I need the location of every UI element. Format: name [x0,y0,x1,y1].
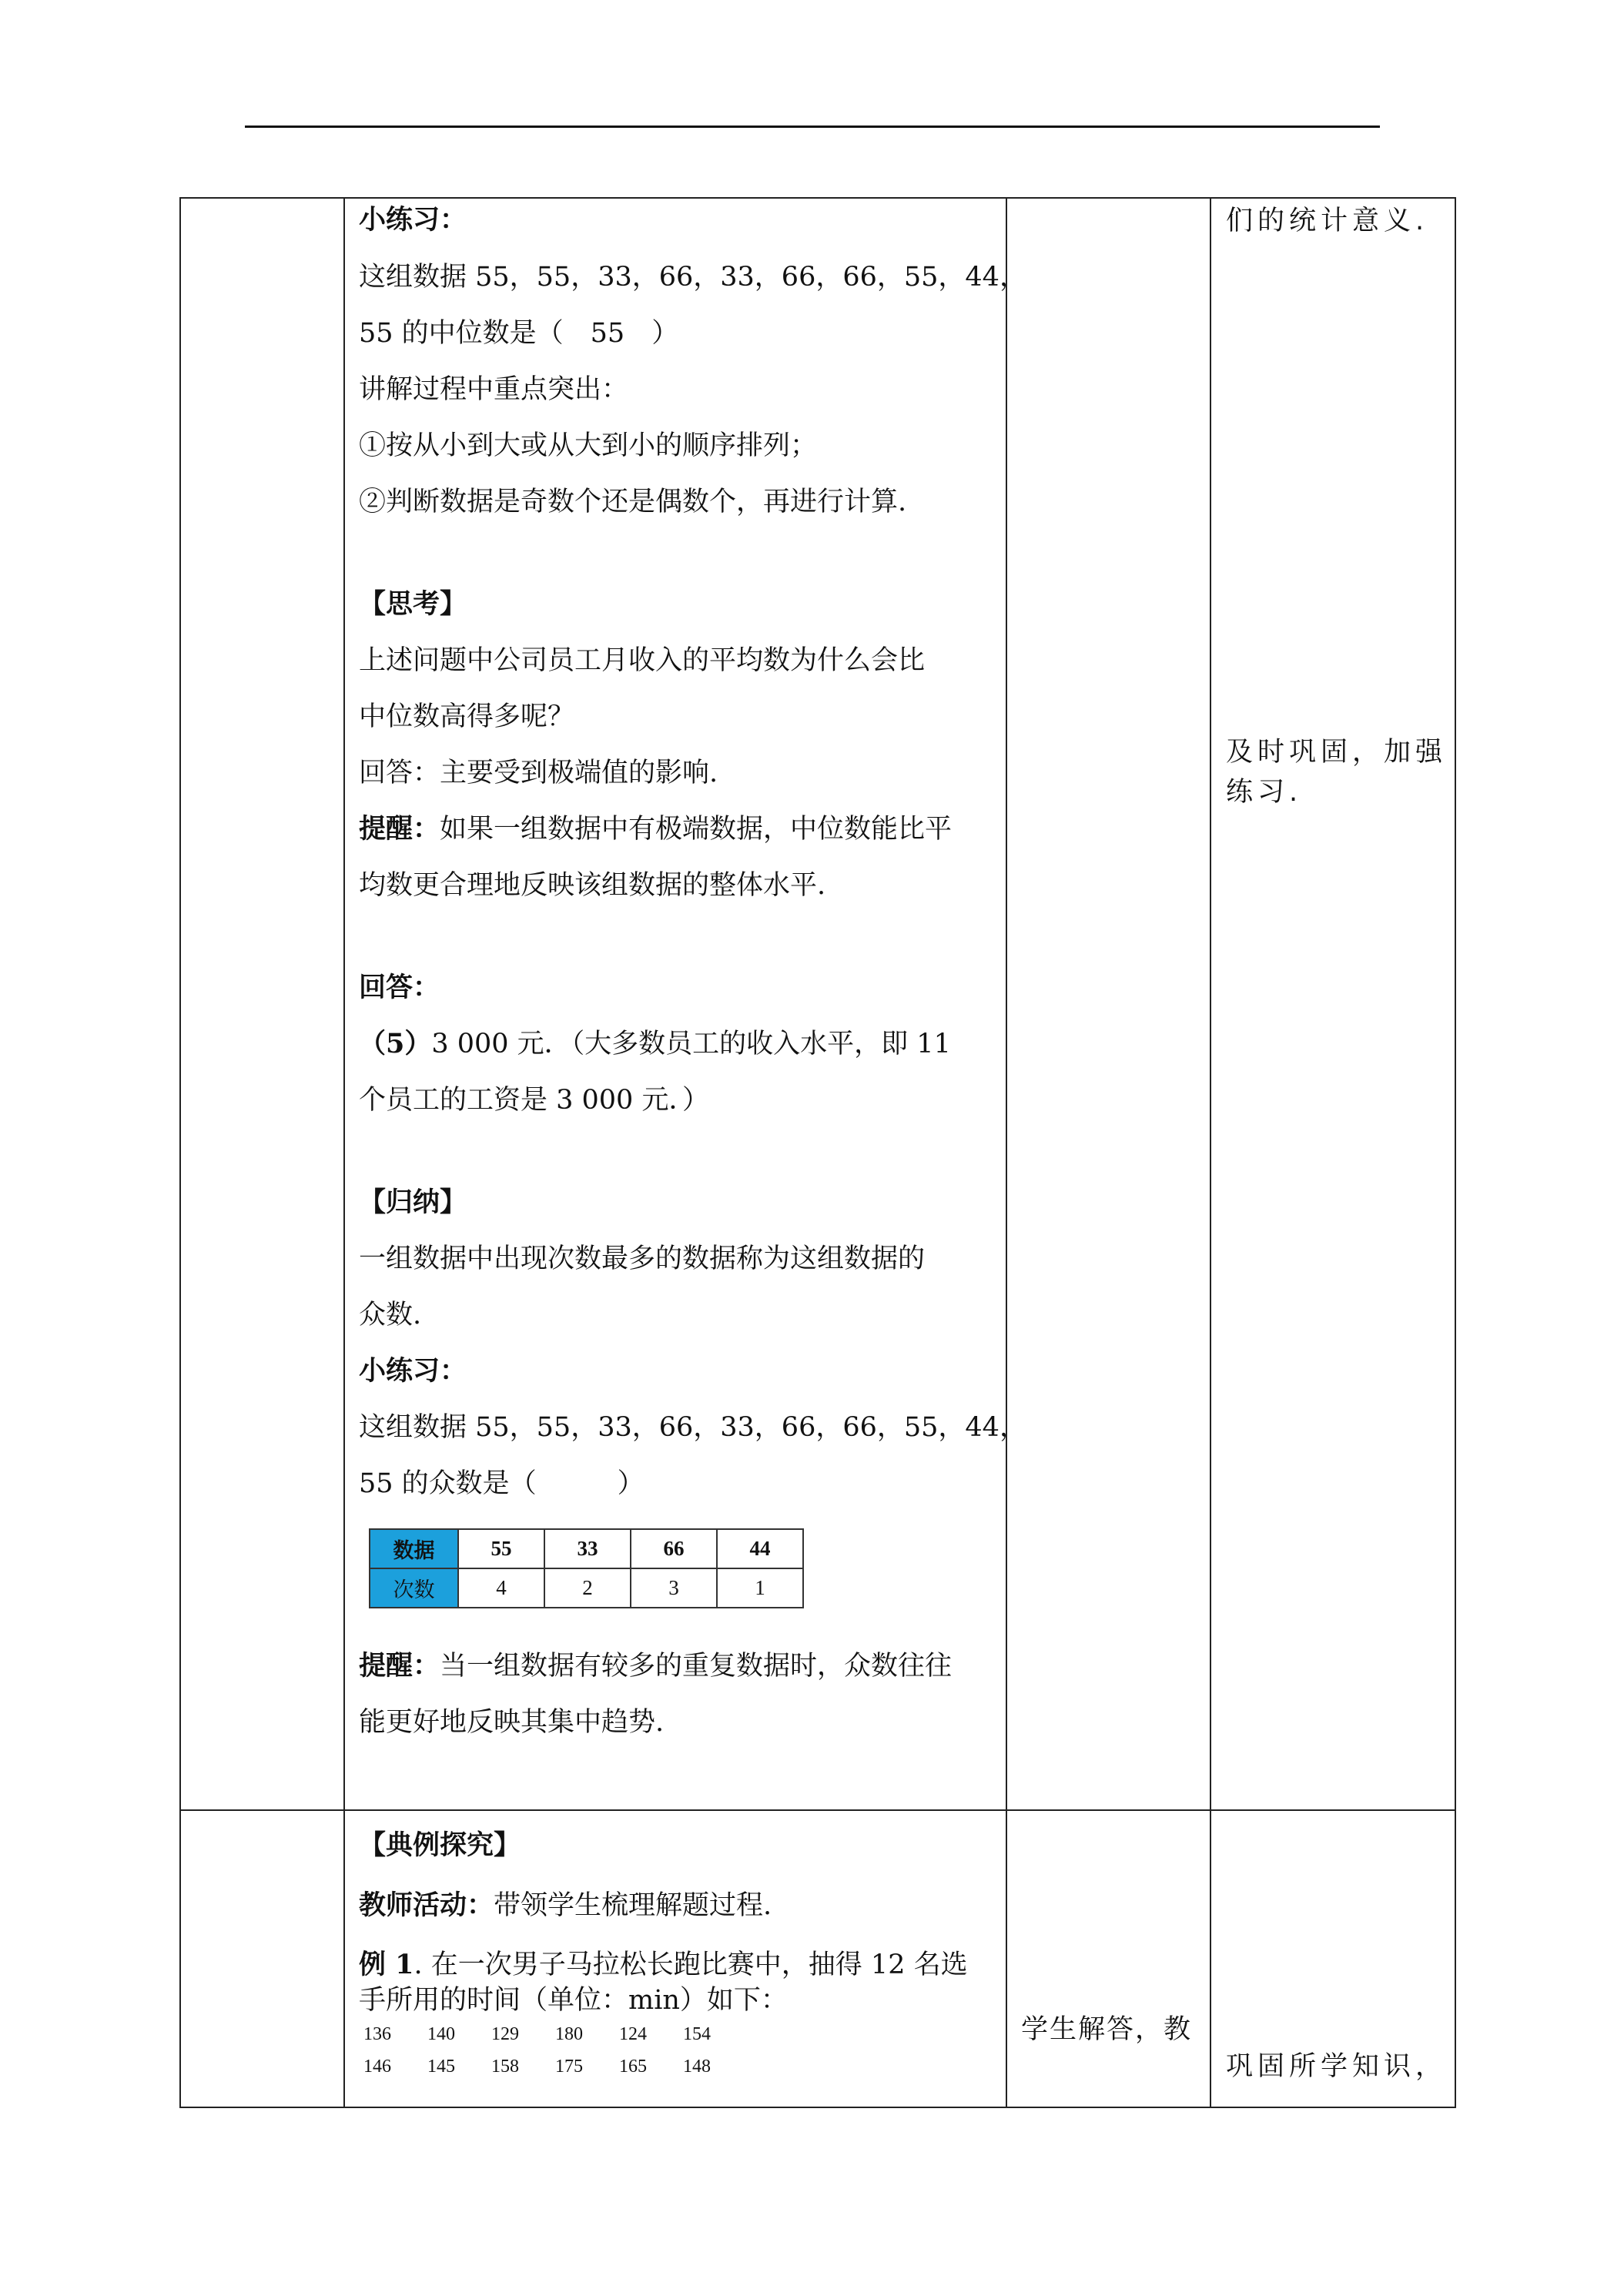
frequency-table-row-data [370,1529,803,1568]
frequency-table-row-count [370,1568,803,1608]
time-value: 140 [427,2024,455,2044]
table-divider-2 [1006,197,1007,2108]
summary-heading: 【归纳】 [359,1186,467,1218]
table-row-divider [179,1809,1456,1811]
practice1-heading: 小练习： [359,204,467,236]
think-answer: 回答：主要受到极端值的影响. [359,758,718,788]
explain-point-1: ①按从小到大或从大到小的顺序排列； [359,430,818,461]
teacher-activity-label: 教师活动： [359,1889,494,1921]
time-value: 136 [363,2024,391,2044]
time-value: 148 [683,2057,711,2077]
table-border-left [179,197,181,2108]
table-divider-1 [343,197,345,2108]
tip-2-label: 提醒： [359,1650,440,1682]
example-line-2: 手所用的时间（单位：min）如下： [359,1985,788,2016]
example-line-1 [359,1948,968,1982]
frequency-table-cell: 66 [631,1529,717,1568]
time-value: 124 [619,2024,647,2044]
time-value: 129 [491,2024,519,2044]
tip-2-line-1 [359,1649,952,1683]
frequency-table [369,1528,804,1608]
time-value: 158 [491,2057,519,2077]
think-line-1: 上述问题中公司员工月收入的平均数为什么会比 [359,645,926,676]
answer-number: （5） [359,1028,432,1059]
frequency-table-cell: 3 [631,1568,717,1608]
summary-line-2: 众数. [359,1300,422,1330]
example-label: 例 1 [359,1949,414,1980]
answer-text: 3 000 元．（大多数员工的收入水平，即 11 [431,1029,951,1059]
think-line-2: 中位数高得多呢？ [359,701,575,732]
time-value: 175 [555,2057,583,2077]
summary-line-1: 一组数据中出现次数最多的数据称为这组数据的 [359,1243,926,1274]
teacher-activity-text: 带领学生梳理解题过程. [494,1890,772,1921]
frequency-table-header-count: 次数 [370,1568,458,1608]
tip-2-text: 当一组数据有较多的重复数据时，众数往往 [440,1651,953,1682]
time-value: 146 [363,2057,391,2077]
tip-1-line-1 [359,812,952,846]
frequency-table-cell: 44 [717,1529,803,1568]
teacher-activity [359,1889,772,1923]
example-heading: 【典例探究】 [359,1829,521,1861]
answer-heading: 回答： [359,972,440,1003]
right-col-mid-note-2: 练习. [1226,777,1303,808]
tip-1-label: 提醒： [359,813,440,845]
times-row-2 [363,2057,747,2077]
practice1-question-line1: 这组数据 55，55，33，66，33，66，66，55，44， [359,262,1026,293]
times-row-1 [363,2024,747,2045]
right-col-mid-note-1: 及时巩固，加强 [1226,737,1448,768]
table-border-top [179,197,1456,199]
frequency-table-cell: 55 [458,1529,544,1568]
example-text: . 在一次男子马拉松长跑比赛中，抽得 12 名选 [414,1950,968,1980]
tip-1-line-2: 均数更合理地反映该组数据的整体水平. [359,870,826,901]
explain-heading: 讲解过程中重点突出： [359,374,629,405]
header-rule [245,126,1380,128]
frequency-table-header-data: 数据 [370,1529,458,1568]
time-value: 180 [555,2024,583,2044]
tip-2-line-2: 能更好地反映其集中趋势. [359,1707,665,1738]
frequency-table-cell: 2 [544,1568,631,1608]
tip-1-text: 如果一组数据中有极端数据，中位数能比平 [440,814,953,845]
right-col-top-note: 们的统计意义. [1226,206,1429,236]
frequency-table-cell: 33 [544,1529,631,1568]
time-value: 165 [619,2057,647,2077]
right-col-bottom-note: 巩固所学知识， [1226,2051,1448,2082]
explain-point-2: ②判断数据是奇数个还是偶数个，再进行计算. [359,487,907,517]
table-border-right [1455,197,1456,2108]
practice2-heading: 小练习： [359,1355,467,1387]
practice1-question-line2: 55 的中位数是（ 55 ） [359,318,679,349]
time-value: 154 [683,2024,711,2044]
answer-line-2: 个员工的工资是 3 000 元．） [359,1085,709,1116]
student-activity-note: 学生解答，教 [1021,2014,1193,2045]
think-heading: 【思考】 [359,588,467,620]
frequency-table-cell: 1 [717,1568,803,1608]
table-border-bottom [179,2107,1456,2108]
practice2-question-line2: 55 的众数是（ ） [359,1468,645,1499]
frequency-table-cell: 4 [458,1568,544,1608]
table-divider-3 [1210,197,1211,2108]
time-value: 145 [427,2057,455,2077]
answer-line-1 [359,1027,951,1061]
practice2-question-line1: 这组数据 55，55，33，66，33，66，66，55，44， [359,1412,1026,1443]
